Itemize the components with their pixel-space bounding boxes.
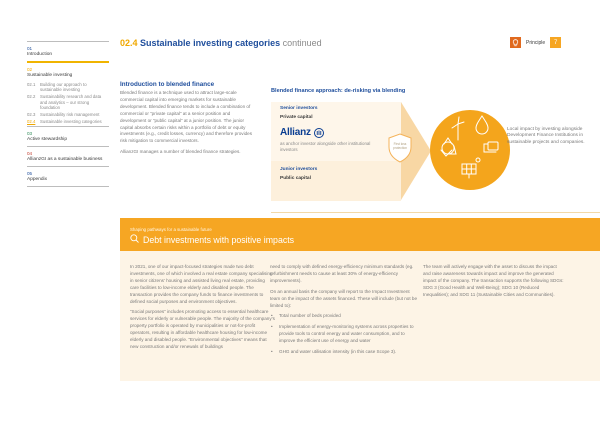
diagram-heading: Blended finance approach: de-risking via blending xyxy=(271,88,406,94)
section-title: Sustainable investing categories xyxy=(140,38,281,48)
case-study-column-1 xyxy=(130,264,275,355)
recycle-icon xyxy=(441,138,456,156)
toc-sub-number: 02.2 xyxy=(27,94,36,100)
hand-money-icon xyxy=(484,142,498,152)
banner-kicker: Shaping pathways for a sustainable future xyxy=(130,227,212,232)
continued-label: continued xyxy=(282,38,322,48)
shield-icon xyxy=(388,133,412,163)
body-paragraph: The team will actively engage with the asset to discuss the impact and raise awareness towards impact and improve the generated impact of the company. The transaction supports the following SDGs: SDG 3 (Good Health and Well-Being); SDG 10 (Reduced Inequalities); and SDG 11 (Sustainable Cities and Communities). xyxy=(423,264,564,297)
toc-sub-item[interactable] xyxy=(27,82,109,92)
water-drop-icon xyxy=(476,116,488,134)
toc-sub-number: 02.4 xyxy=(27,119,36,125)
toc-sub-label: Sustainability research and data and analytics – our strong foundation xyxy=(40,94,102,110)
lightbulb-icon xyxy=(510,37,521,48)
allianz-logo xyxy=(280,127,324,138)
page-title xyxy=(120,38,322,48)
body-paragraph: “Social purposes” includes promoting access to essential healthcare services for elderly or vulnerable people. The majority of the company’s property portfolio is operated by municipalities or not-for-profit operators, resulting in affordable healthcare housing for low-income elderly and disabled people. “Environmental objectives” means that new construction and/or renewals of buildings xyxy=(130,309,275,349)
list-item: • GHG and water utilisation intensity (in this case Scope 3). xyxy=(270,349,420,356)
body-paragraph: need to comply with defined energy-efficiency minimum standards (eg. refurbishment needs to cause at least 30% of energy-efficiency improvements). xyxy=(270,264,414,283)
impact-circle xyxy=(430,110,510,190)
divider xyxy=(27,186,109,187)
public-capital-label: Public capital xyxy=(280,176,311,181)
toc-sub-item[interactable] xyxy=(27,94,109,110)
wind-turbine-icon xyxy=(452,117,464,140)
banner-title-text: Debt investments with positive impacts xyxy=(143,234,295,245)
toc-sub-label: Building our approach to sustainable investing xyxy=(40,82,87,93)
toc-sub-label: Sustainability risk management xyxy=(40,112,100,118)
toc-label: Introduction xyxy=(27,52,53,57)
allianz-eagle-icon xyxy=(314,128,324,138)
first-loss-label: First loss protection xyxy=(393,142,407,150)
toc-label: Appendix xyxy=(27,177,48,183)
list-item: • Implementation of energy-monitoring systems across properties to provide tools to control energy and water consumption, and to improve the efficient use of energy and water xyxy=(270,324,420,345)
list-item: • Total number of beds provided xyxy=(270,313,420,320)
body-paragraph: In 2021, one of our impact-focused strategies made two debt investments, one of which involved a real estate company specialising in senior citizens’ housing and assisted living real estate, providing care facilities to low-income elderly and disabled people. The transaction provides the company funds to finance investments to defined social purposes and environment objectives. xyxy=(130,264,273,304)
toc-number: 05 xyxy=(27,171,33,177)
toc-label: Sustainable investing xyxy=(27,73,73,78)
banner-title xyxy=(130,234,294,245)
search-icon xyxy=(130,234,139,245)
toc-number: 03 xyxy=(27,131,33,137)
table-of-contents xyxy=(27,41,109,187)
toc-sub-label: Sustainable investing categories xyxy=(40,119,102,125)
solar-panel-icon xyxy=(462,158,480,178)
principle-badge[interactable] xyxy=(510,37,561,48)
toc-sub-number: 02.1 xyxy=(27,82,36,87)
intro-paragraph: AllianzGI manages a number of blended finance strategies. xyxy=(120,149,241,155)
toc-number: 01 xyxy=(27,46,33,51)
toc-number: 02 xyxy=(27,67,33,72)
principle-label: Principle xyxy=(521,40,550,46)
toc-section-sustainable-investing[interactable] xyxy=(27,63,109,124)
toc-sub-number: 02.3 xyxy=(27,112,36,118)
toc-sub-item-active[interactable] xyxy=(27,119,109,124)
toc-sub-item[interactable] xyxy=(27,112,109,117)
senior-investors-label: Senior investors xyxy=(280,106,318,111)
reporting-list xyxy=(270,313,420,356)
case-study-column-3 xyxy=(423,264,565,303)
private-capital-label: Private capital xyxy=(280,115,313,120)
junior-investors-label: Junior investors xyxy=(280,167,318,172)
toc-label: Active stewardship xyxy=(27,137,67,143)
local-impact-text: Local impact by investing alongside Development Finance Institutions in sustainable projects and companies. xyxy=(507,127,585,145)
case-study-banner xyxy=(120,218,600,251)
body-paragraph: On an annual basis the company will report to the Impact Investment team on the impact of the assets financed. These will include (but not be limited to): xyxy=(270,288,417,308)
toc-section-appendix[interactable] xyxy=(27,167,109,183)
toc-label: AllianzGI as a sustainable business xyxy=(27,157,103,163)
divider xyxy=(271,212,600,213)
case-study-column-2 xyxy=(270,264,420,360)
intro-heading: Introduction to blended finance xyxy=(120,81,215,88)
toc-section-active-stewardship[interactable] xyxy=(27,127,109,143)
toc-section-introduction[interactable] xyxy=(27,42,109,58)
anchor-investor-text: as anchor investor alongside other institutional investors xyxy=(280,141,371,152)
principle-number: 7 xyxy=(550,37,561,48)
allianz-wordmark: Allianz xyxy=(280,127,311,138)
toc-section-sustainable-business[interactable] xyxy=(27,147,109,163)
section-number: 02.4 xyxy=(120,38,138,48)
toc-number: 04 xyxy=(27,151,33,157)
intro-paragraph: Blended finance is a technique used to attract large-scale commercial capital into emerging markets for sustainable development. Blended finance tends to include a combination of commercial or “private capital” at a senior position and development or “public capital” at a junior position. The junior capital absorbs certain risks within a portfolio of debt or equity investments (e.g., credit losses, currency) and therefore provides risk mitigation to commercial investors. xyxy=(120,90,253,144)
intro-text xyxy=(120,90,256,160)
